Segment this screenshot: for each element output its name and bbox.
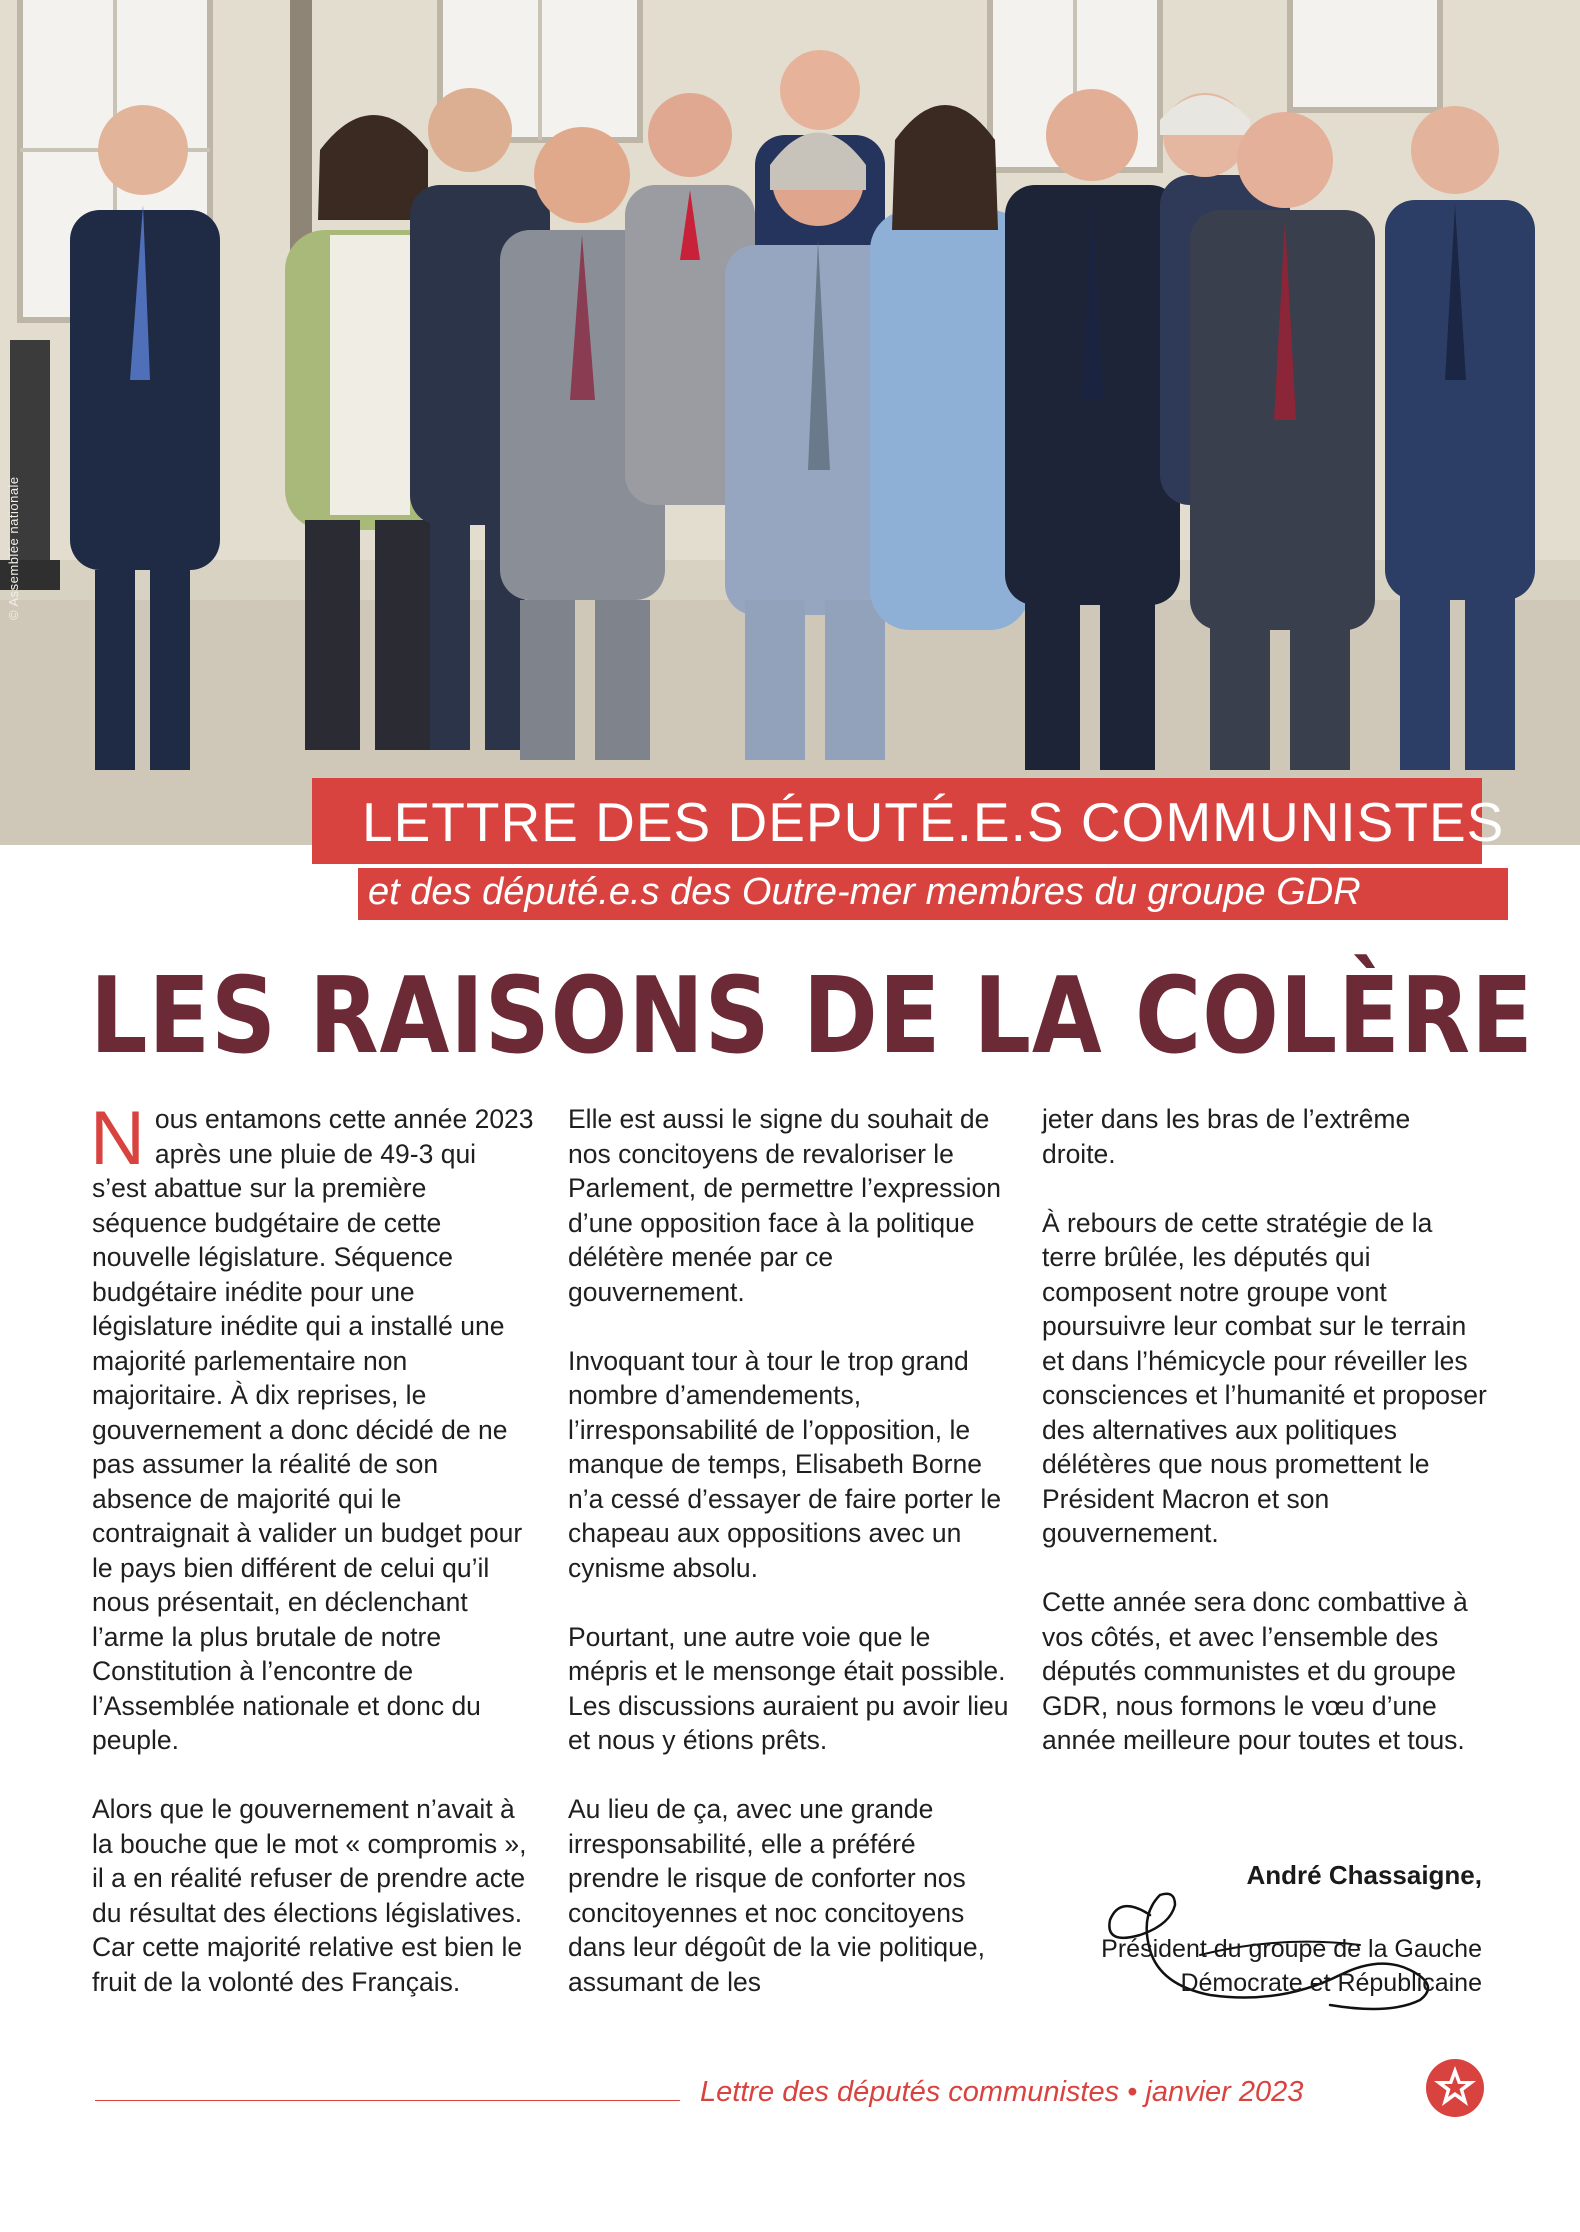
article-column-1	[90, 1096, 537, 2034]
party-star-logo-icon	[1425, 2058, 1485, 2118]
photo-credit: © Assemblée nationale	[6, 476, 21, 620]
paragraph: Au lieu de ça, avec une grande irresponsabilité, elle a préféré prendre le risque de conforter nos concitoyennes et noc concitoyens dans leur dégoût de la vie politique, assumant de les	[568, 1794, 985, 1997]
newsletter-subtitle-banner	[358, 868, 1508, 920]
paragraph: Pourtant, une autre voie que le mépris et le mensonge était possible. Les discussions auraient pu avoir lieu et nous y étions prêts.	[568, 1621, 1009, 1755]
signatory-title-line-1: Président du groupe de la Gauche	[1101, 1935, 1482, 1963]
article-column-2	[568, 1102, 1013, 2034]
newsletter-title: LETTRE DES DÉPUTÉ.E.S COMMUNISTES	[362, 791, 1505, 853]
signatory-name: André Chassaigne,	[1246, 1860, 1482, 1890]
paragraph: Elle est aussi le signe du souhait de nos concitoyens de revaloriser le Parlement, de permettre l’expression d’une opposition face à la politique délétère menée par ce gouvernement.	[568, 1104, 1002, 1307]
signatory-title-line-2: Démocrate et Républicaine	[1180, 1969, 1482, 1997]
newsletter-title-banner	[312, 778, 1505, 864]
paragraph: Cette année sera donc combattive à vos côtés, et avec l’ensemble des députés communistes et du groupe GDR, nous formons le vœu d’une année meilleure pour toutes et tous.	[1042, 1587, 1468, 1755]
group-photo-illustration	[0, 0, 1580, 845]
article-column-3	[1042, 1102, 1487, 1792]
paragraph: Nous entamons cette année 2023 après une pluie de 49-3 qui s’est abattue sur la première séquence budgétaire de cette nouvelle législature. Séquence budgétaire inédite pour une législature inédite qui a installé une majorité parlementaire non majoritaire. À dix reprises, le gouvernement a donc décidé de ne pas assumer la réalité de son absence de majorité qui le contraignait à valider un budget pour le pays bien différent de celui qu’il nous présentait, en déclenchant l’arme la plus brutale de notre Constitution à l’encontre de l’Assemblée nationale et donc du peuple.	[90, 1096, 534, 1755]
drop-cap: N	[90, 1096, 145, 1181]
paragraph: Invoquant tour à tour le trop grand nombre d’amendements, l’irresponsabilité de l’opposition, le manque de temps, Elisabeth Borne n’a cessé d’essayer de faire porter le chapeau aux oppositions avec un cynisme absolu.	[568, 1345, 1002, 1583]
newsletter-subtitle: et des député.e.s des Outre-mer membres du groupe GDR	[368, 871, 1361, 913]
footer-rule	[95, 2100, 680, 2101]
footer-text: Lettre des députés communistes • janvier 2023	[700, 2076, 1304, 2108]
article-headline: LES RAISONS DE LA COLÈRE	[90, 955, 1534, 1077]
paragraph: jeter dans les bras de l’extrême droite.	[1042, 1104, 1411, 1169]
paragraph: À rebours de cette stratégie de la terre brûlée, les députés qui composent notre groupe vont poursuivre leur combat sur le terrain et dans l’hémicycle pour réveiller les consciences et l’humanité et proposer des alternatives aux politiques délétères que nous promettent le Président Macron et son gouvernement.	[1042, 1207, 1487, 1548]
paragraph: Alors que le gouvernement n’avait à la bouche que le mot « compromis », il a en réalité refuser de prendre acte du résultat des élections législatives. Car cette majorité relative est bien le fruit de la volonté des Français.	[92, 1794, 527, 1997]
group-photo	[0, 0, 1580, 845]
signatory-title	[1000, 1932, 1482, 2000]
